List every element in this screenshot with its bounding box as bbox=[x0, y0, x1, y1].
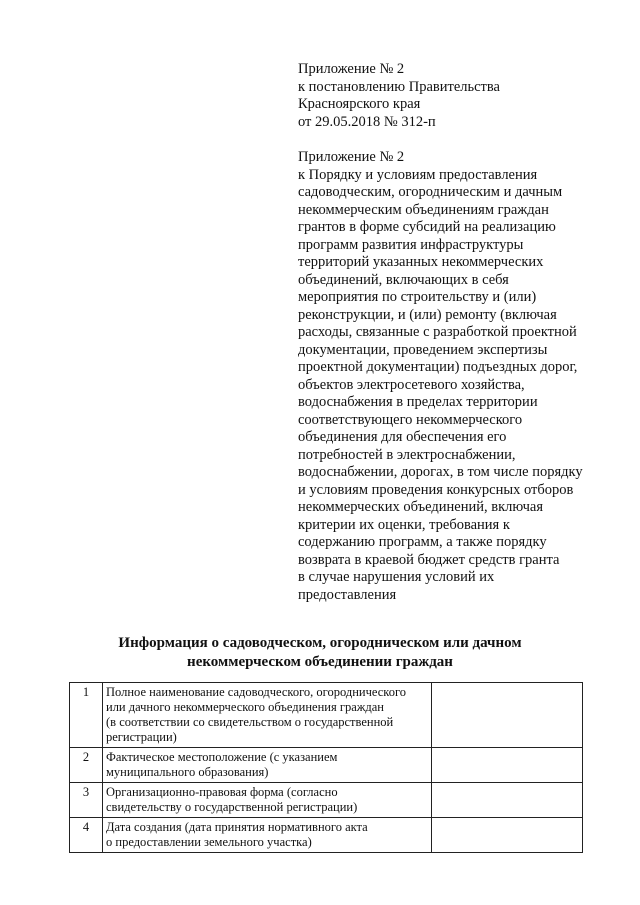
row-description bbox=[103, 783, 432, 818]
description-line: программ развития инфраструктуры bbox=[298, 236, 524, 253]
description-line: реконструкции, и (или) ремонту (включая bbox=[298, 306, 557, 323]
row-description bbox=[103, 748, 432, 783]
description-line: мероприятия по строительству и (или) bbox=[298, 289, 537, 305]
description-line: в случае нарушения условий их bbox=[298, 569, 495, 585]
row-value-cell[interactable] bbox=[432, 818, 583, 853]
row-value-cell[interactable] bbox=[432, 683, 583, 748]
description-line: грантов в форме субсидий на реализацию bbox=[298, 219, 556, 235]
row-text-line: Дата создания (дата принятия нормативного акта bbox=[106, 820, 368, 834]
row-text-line: муниципального образования) bbox=[106, 765, 269, 779]
description-line: содержанию программ, а также порядку bbox=[298, 534, 547, 550]
row-number: 2 bbox=[70, 748, 103, 783]
row-number: 3 bbox=[70, 783, 103, 818]
row-description bbox=[103, 818, 432, 853]
description-line: документации, проведением экспертизы bbox=[298, 341, 548, 358]
table-row bbox=[70, 818, 583, 853]
appendix-description-block bbox=[298, 149, 598, 604]
row-text-line: о предоставлении земельного участка) bbox=[106, 835, 312, 849]
description-line: объединения для обеспечения его bbox=[298, 429, 507, 445]
description-line: объектов электросетевого хозяйства, bbox=[298, 376, 525, 393]
description-line: проектной документации) подъездных дорог, bbox=[298, 359, 578, 375]
row-value-cell[interactable] bbox=[432, 748, 583, 783]
title-line: некоммерческом объединении граждан bbox=[187, 654, 453, 670]
table-row bbox=[70, 783, 583, 818]
row-value-cell[interactable] bbox=[432, 783, 583, 818]
description-line: водоснабжения в пределах территории bbox=[298, 394, 538, 410]
description-line: садоводческим, огородническим и дачным bbox=[298, 184, 563, 200]
table-row bbox=[70, 683, 583, 748]
description-line: водоснабжении, дорогах, в том числе порядку bbox=[298, 464, 583, 480]
description-line: к Порядку и условиям предоставления bbox=[298, 166, 538, 183]
row-text-line: Фактическое местоположение (с указанием bbox=[106, 750, 338, 764]
description-line: объединений, включающих в себя bbox=[298, 271, 509, 288]
description-line: возврата в краевой бюджет средств гранта bbox=[298, 551, 560, 568]
description-line: соответствующего некоммерческого bbox=[298, 411, 523, 428]
info-table bbox=[69, 682, 583, 853]
table-row bbox=[70, 748, 583, 783]
description-line: расходы, связанные с разработкой проектной bbox=[298, 324, 577, 340]
row-text-line: или дачного некоммерческого объединения граждан bbox=[106, 700, 384, 714]
description-line: критерии их оценки, требования к bbox=[298, 516, 510, 533]
description-line: потребностей в электроснабжении, bbox=[298, 446, 516, 463]
appendix-header-block bbox=[298, 61, 598, 131]
description-line: Приложение № 2 bbox=[298, 149, 405, 165]
document-title bbox=[0, 634, 640, 672]
row-text-line: регистрации) bbox=[106, 730, 177, 744]
row-text-line: Организационно-правовая форма (согласно bbox=[106, 785, 338, 799]
title-line: Информация о садоводческом, огородническом или дачном bbox=[118, 635, 522, 651]
description-line: некоммерческих объединений, включая bbox=[298, 499, 544, 515]
header-line: Красноярского края bbox=[298, 96, 421, 112]
row-text-line: свидетельству о государственной регистрации) bbox=[106, 800, 358, 814]
description-line: некоммерческим объединениям граждан bbox=[298, 201, 549, 218]
row-number: 1 bbox=[70, 683, 103, 748]
description-line: и условиям проведения конкурсных отборов bbox=[298, 481, 574, 498]
header-line: от 29.05.2018 № 312-п bbox=[298, 113, 436, 130]
description-line: территорий указанных некоммерческих bbox=[298, 254, 544, 270]
header-line: Приложение № 2 bbox=[298, 61, 405, 77]
row-number: 4 bbox=[70, 818, 103, 853]
description-line: предоставления bbox=[298, 586, 397, 603]
row-text-line: (в соответствии со свидетельством о государственной bbox=[106, 715, 394, 729]
row-text-line: Полное наименование садоводческого, огороднического bbox=[106, 685, 407, 699]
header-line: к постановлению Правительства bbox=[298, 78, 500, 95]
row-description bbox=[103, 683, 432, 748]
